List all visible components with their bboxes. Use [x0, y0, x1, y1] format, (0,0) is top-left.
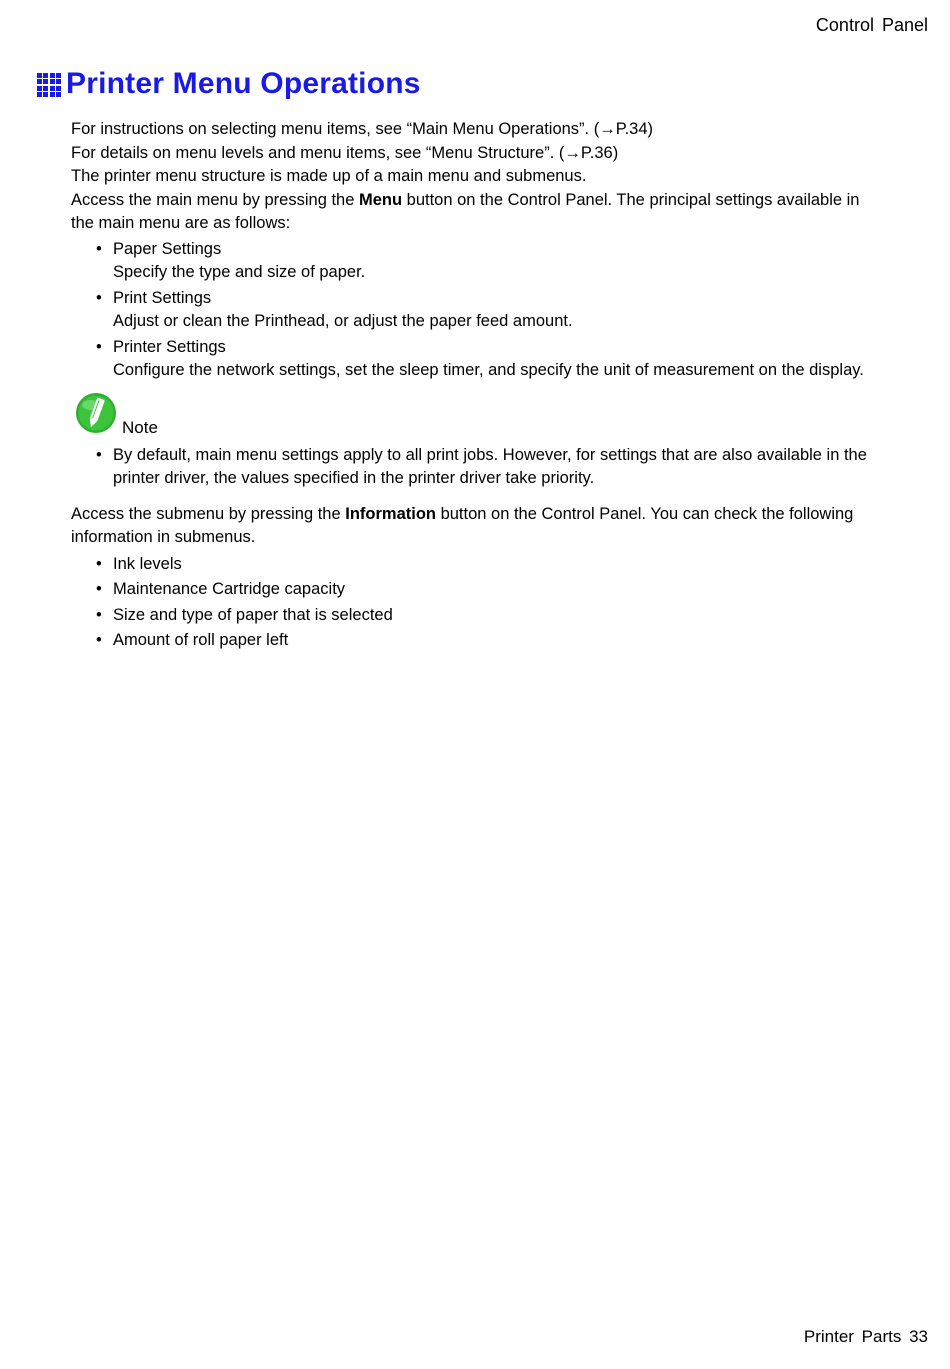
submenu-item: Size and type of paper that is selected [113, 605, 393, 624]
main-content [71, 118, 886, 655]
note-text: By default, main menu settings apply to all print jobs. However, for settings that are also available in the printer driver, the values specified in the printer driver take priority. [113, 445, 867, 487]
intro-line-4 [71, 189, 886, 236]
submenu-item: Maintenance Cartridge capacity [113, 580, 346, 598]
title-row [37, 67, 421, 101]
header-section: Control Panel [815, 15, 928, 35]
list-item-desc: Specify the type and size of paper. [113, 263, 366, 281]
note-header [71, 392, 886, 440]
pencil-note-icon [75, 392, 117, 434]
intro-line-3: The printer menu structure is made up of a main menu and submenus. [71, 167, 587, 185]
list-item [71, 629, 886, 653]
submenu-paragraph [71, 503, 886, 550]
menu-button-name: Menu [358, 190, 403, 209]
list-item-title: Printer Settings [113, 337, 226, 356]
page-number: 33 [909, 1327, 928, 1346]
intro-line-4-before: Access the main menu by pressing the [71, 190, 359, 209]
submenu-after: button on the Control Panel. You can check the following information in submenus. [71, 504, 854, 546]
note-label: Note [122, 417, 158, 437]
list-item [71, 553, 886, 577]
list-item [71, 336, 886, 383]
note-list [71, 444, 886, 491]
main-menu-list [71, 238, 886, 383]
information-button-name: Information [345, 504, 436, 523]
list-item-title: Print Settings [113, 288, 212, 307]
submenu-item: Amount of roll paper left [113, 631, 289, 649]
list-item-desc: Adjust or clean the Printhead, or adjust the paper feed amount. [113, 312, 573, 330]
list-item [71, 238, 886, 285]
grid-icon [37, 73, 61, 97]
list-item [71, 604, 886, 628]
submenu-list [71, 553, 886, 653]
running-footer [804, 1327, 928, 1347]
submenu-before: Access the submenu by pressing the [71, 504, 346, 523]
list-item-title: Paper Settings [113, 239, 222, 258]
page-title: Printer Menu Operations [66, 67, 421, 100]
intro-line-4-after: button on the Control Panel. The principal settings available in the main menu are as follows: [71, 190, 860, 232]
list-item [71, 287, 886, 334]
intro-line-1: For instructions on selecting menu items, see “Main Menu Operations”. (→P.34) [71, 120, 654, 138]
submenu-item: Ink levels [113, 554, 182, 573]
list-item-desc: Configure the network settings, set the sleep timer, and specify the unit of measurement on the display. [113, 361, 864, 379]
list-item [71, 444, 886, 491]
intro-line-2: For details on menu levels and menu items, see “Menu Structure”. (→P.36) [71, 143, 619, 162]
running-header [816, 15, 928, 36]
list-item [71, 578, 886, 602]
footer-text: Printer Parts [803, 1327, 902, 1346]
